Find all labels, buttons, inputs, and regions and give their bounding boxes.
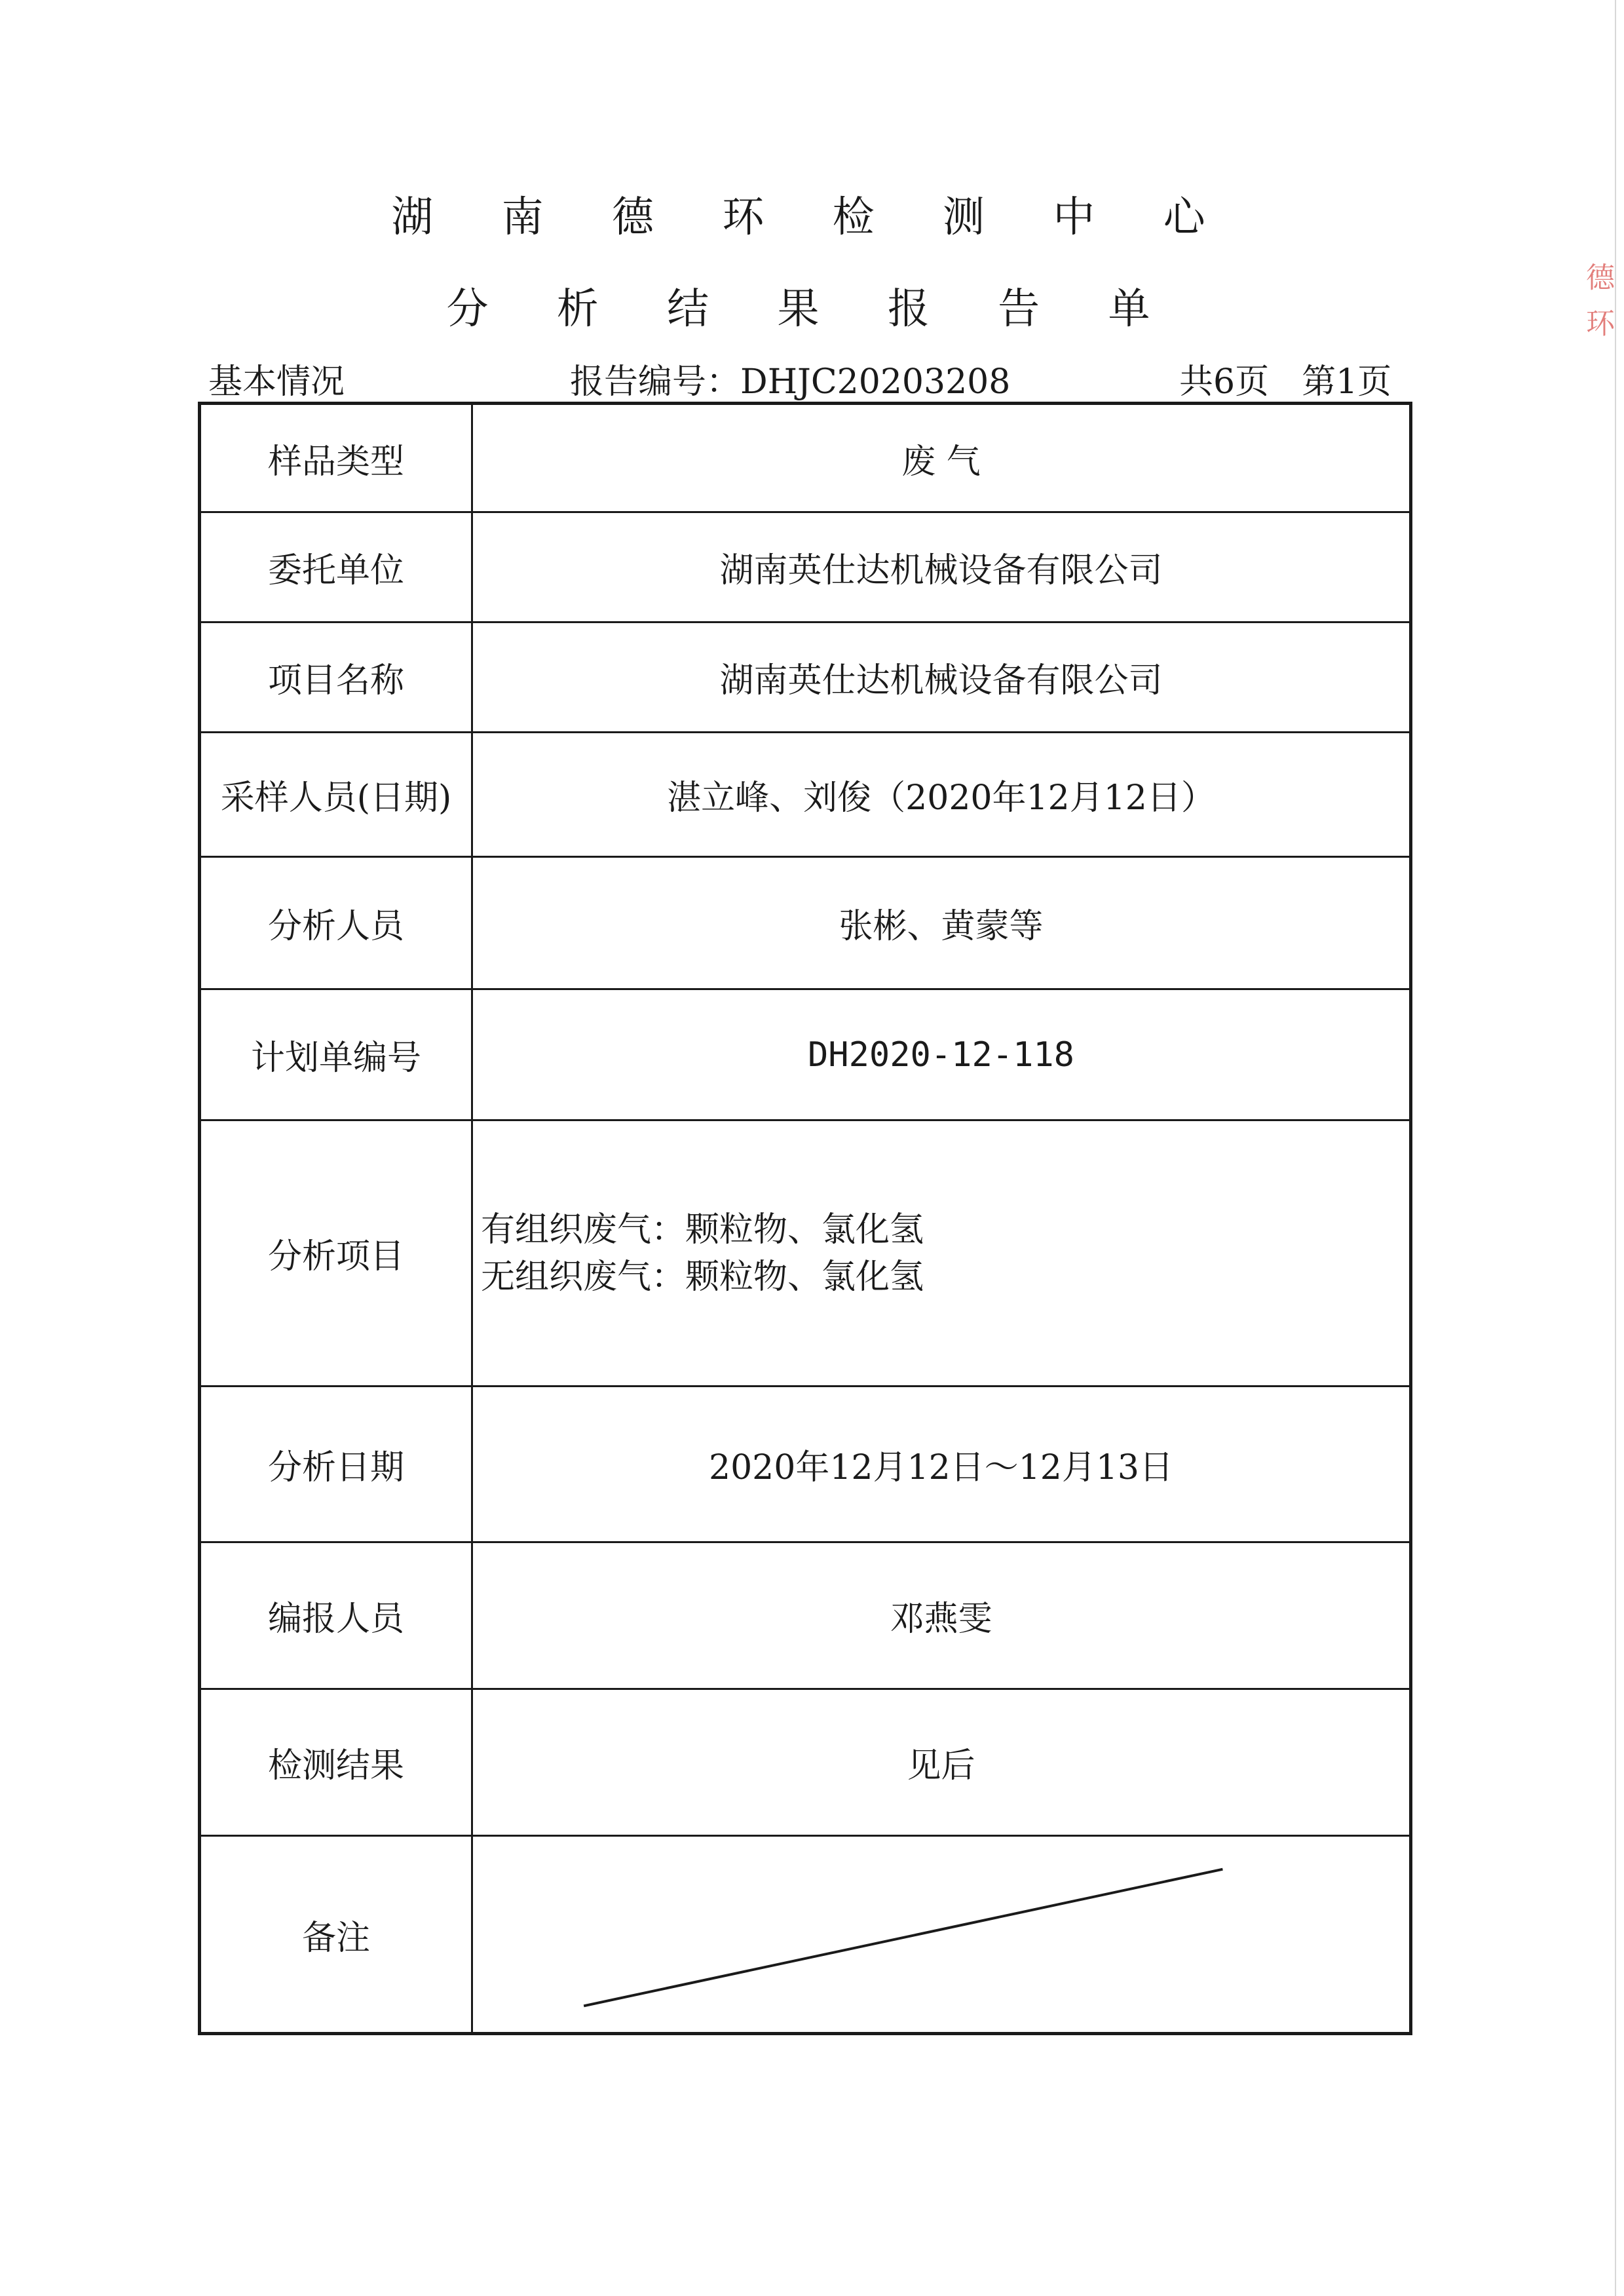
row-value-analysts: 张彬、黄蒙等 [472, 857, 1411, 989]
red-seal-stamp: 德 环 [1581, 262, 1614, 341]
row-label-sample-type: 样品类型 [200, 404, 472, 512]
remark-strike-line [473, 1837, 1409, 2032]
page-number: 第1页 [1302, 362, 1392, 402]
row-label-compiler: 编报人员 [200, 1542, 472, 1689]
org-title: 湖 南 德 环 检 测 中 心 [391, 193, 1233, 242]
row-value-analysis-items [472, 1120, 1411, 1387]
total-pages: 共6页 [1179, 362, 1270, 402]
report-title: 分 析 结 果 报 告 单 [446, 285, 1178, 334]
table-row [200, 1689, 1411, 1836]
table-row [200, 989, 1411, 1120]
report-table [198, 402, 1412, 2035]
table-row [200, 1542, 1411, 1689]
row-label-client: 委托单位 [200, 512, 472, 622]
row-label-sampling-staff: 采样人员(日期) [200, 733, 472, 857]
row-value-compiler: 邓燕雯 [472, 1542, 1411, 1689]
table-row [200, 1120, 1411, 1387]
row-value-analysis-date: 2020年12月12日～12月13日 [472, 1387, 1411, 1542]
row-label-plan-number: 计划单编号 [200, 989, 472, 1120]
row-value-remarks [472, 1836, 1411, 2034]
row-label-analysts: 分析人员 [200, 857, 472, 989]
table-row [200, 857, 1411, 989]
section-label: 基本情况 [208, 362, 345, 402]
row-label-analysis-items: 分析项目 [200, 1120, 472, 1387]
row-value-client: 湖南英仕达机械设备有限公司 [472, 512, 1411, 622]
row-value-project-name: 湖南英仕达机械设备有限公司 [472, 622, 1411, 733]
row-value-plan-number: DH2020-12-118 [472, 989, 1411, 1120]
row-label-project-name: 项目名称 [200, 622, 472, 733]
analysis-item-organized: 有组织废气：颗粒物、氯化氢 [481, 1210, 924, 1250]
table-row [200, 512, 1411, 622]
table-row [200, 733, 1411, 857]
row-value-sample-type: 废 气 [472, 404, 1411, 512]
table-row [200, 404, 1411, 512]
table-row [200, 1836, 1411, 2034]
page-counter [1179, 354, 1391, 403]
row-label-remarks: 备注 [200, 1836, 472, 2034]
table-row [200, 622, 1411, 733]
row-label-analysis-date: 分析日期 [200, 1387, 472, 1542]
row-value-test-result: 见后 [472, 1689, 1411, 1836]
row-label-test-result: 检测结果 [200, 1689, 472, 1836]
row-value-sampling-staff: 湛立峰、刘俊（2020年12月12日） [472, 733, 1411, 857]
report-number: 报告编号：DHJC20203208 [570, 362, 1011, 402]
analysis-item-unorganized: 无组织废气：颗粒物、氯化氢 [481, 1257, 924, 1297]
table-row [200, 1387, 1411, 1542]
